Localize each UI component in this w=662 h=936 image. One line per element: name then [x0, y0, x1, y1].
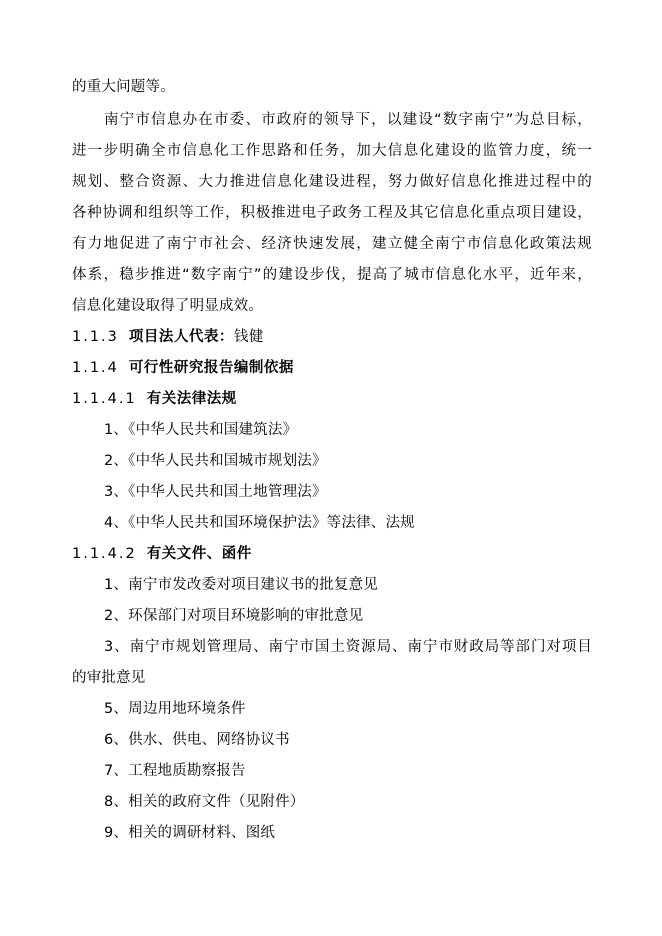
- law-list-item: 1、《中华人民共和国建筑法》: [104, 422, 298, 438]
- document-list-item: 2、环保部门对项目环境影响的审批意见: [104, 608, 364, 624]
- law-list-item: 2、《中华人民共和国城市规划法》: [104, 453, 327, 469]
- section-heading-1-1-3: [72, 327, 264, 347]
- law-list-item: 4、《中华人民共和国环境保护法》等法律、法规: [104, 515, 415, 531]
- document-list-item: 6、供水、供电、网络协议书: [104, 732, 290, 748]
- paragraph-line-4: 各种协调和组织等工作，积极推进电子政务工程及其它信息化重点项目建设，: [72, 205, 592, 221]
- document-list-item: 5、周边用地环境条件: [104, 701, 246, 717]
- document-list-item: 3、南宁市规划管理局、南宁市国土资源局、南宁市财政局等部门对项目: [104, 639, 592, 655]
- section-number: 1.1.4.1: [72, 391, 137, 407]
- paragraph-line-2: 进一步明确全市信息化工作思路和任务，加大信息化建设的监管力度，统一: [72, 143, 592, 159]
- paragraph-line-1: 南宁市信息办在市委、市政府的领导下，以建设“数字南宁”为总目标，: [104, 112, 592, 128]
- paragraph-continued: 的重大问题等。: [72, 79, 175, 95]
- section-number: 1.1.3: [72, 329, 119, 345]
- section-title: 项目法人代表：: [128, 329, 234, 345]
- section-title: 可行性研究报告编制依据: [128, 360, 294, 376]
- document-list-item: 1、南宁市发改委对项目建议书的批复意见: [104, 577, 379, 593]
- paragraph-line-3: 规划、整合资源、大力推进信息化建设进程，努力做好信息化推进过程中的: [72, 174, 592, 190]
- section-heading-1-1-4: [72, 358, 294, 378]
- section-title: 有关文件、函件: [146, 546, 252, 562]
- document-list-item: 8、相关的政府文件（见附件）: [104, 794, 305, 810]
- paragraph-line-5: 有力地促进了南宁市社会、经济快速发展，建立健全南宁市信息化政策法规: [72, 236, 592, 252]
- section-heading-1-1-4-1: [72, 389, 237, 409]
- law-list-item: 3、《中华人民共和国土地管理法》: [104, 484, 327, 500]
- document-list-item: 9、相关的调研材料、图纸: [104, 825, 276, 841]
- paragraph-line-6: 体系，稳步推进“数字南宁”的建设步伐，提高了城市信息化水平，近年来，: [72, 267, 592, 283]
- section-number: 1.1.4: [72, 360, 119, 376]
- document-list-item-continued: 的审批意见: [72, 670, 146, 686]
- section-number: 1.1.4.2: [72, 546, 137, 562]
- legal-representative-name: 钱健: [233, 329, 264, 345]
- section-title: 有关法律法规: [146, 391, 237, 407]
- section-heading-1-1-4-2: [72, 544, 252, 564]
- paragraph-line-7: 信息化建设取得了明显成效。: [72, 298, 264, 314]
- document-list-item: 7、工程地质勘察报告: [104, 763, 246, 779]
